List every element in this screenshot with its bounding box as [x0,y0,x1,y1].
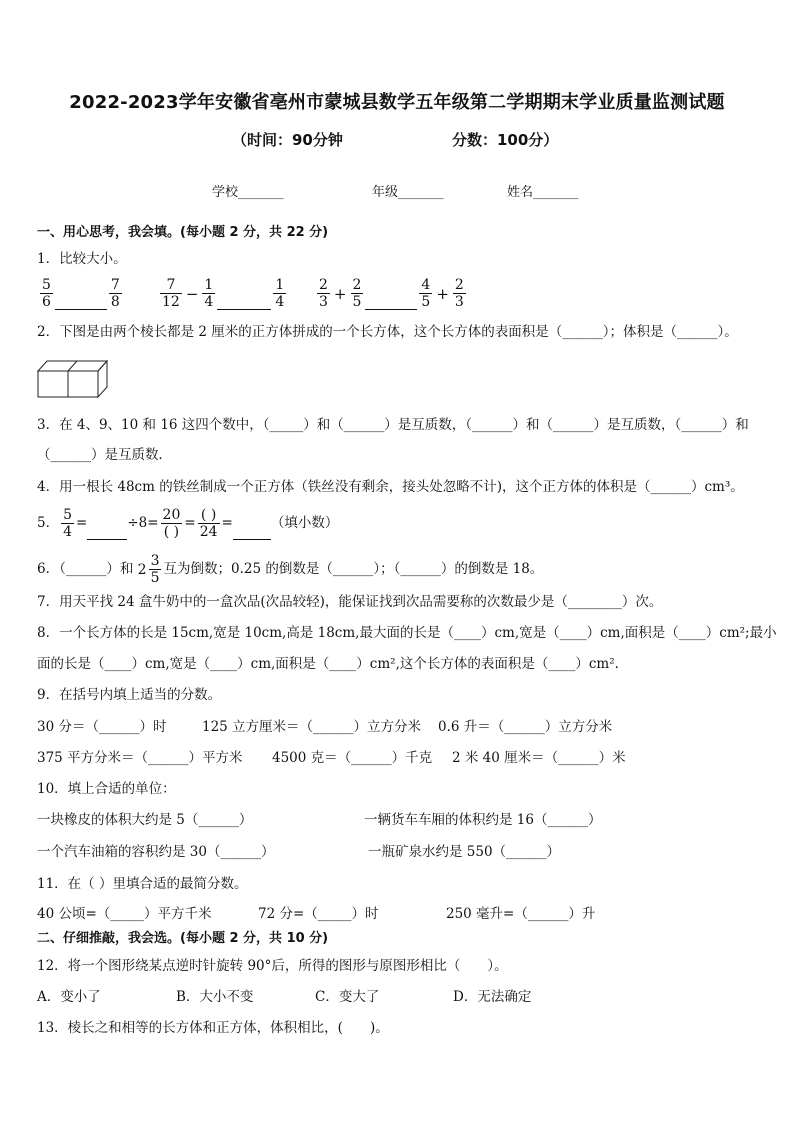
q3-text-line1: 3．在 4、9、10 和 16 这四个数中，（_____）和（______）是互质数，（______）和（______）是互质数，（______）和 [37,417,749,433]
fraction: $\frac{7}{8}$ [110,277,120,310]
q9-item: 375 平方分米＝（______）平方米 [37,750,243,766]
q10-item: 一辆货车车厢的体积约是 16（______） [364,812,602,828]
time-label: （时间：90分钟 [232,131,343,149]
q9-item: 30 分＝（______）时 [37,719,167,735]
fraction: $\frac{( )}{24}$ [199,507,218,540]
fraction: $\frac{20}{( )}$ [162,507,181,540]
q12-text: 12．将一个图形绕某点逆时针旋转 90°后，所得的图形与原图形相比（ ）。 [37,958,508,974]
q8-text-line2: 面的长是（____）cm,宽是（____）cm,面积是（____）cm²,这个长方体的表面积是（____）cm². [37,656,619,672]
fraction: $\frac{5}{4}$ [63,507,73,540]
q10-item: 一块橡皮的体积大约是 5（______） [37,812,253,828]
q1-compare-b: $\frac{7}{12}$ − $\frac{1}{4}$ $\frac{1}{4}$ [162,277,285,310]
q11-item: 250 毫升=（______）升 [446,906,596,922]
q13-text: 13．棱长之和相等的长方体和正方体，体积相比，( )。 [37,1020,389,1036]
q10-label: 10．填上合适的单位： [37,781,176,797]
answer-blank[interactable] [217,295,271,310]
section-1-heading: 一、用心思考，我会填。(每小题 2 分，共 22 分) [37,225,329,240]
answer-blank[interactable] [365,295,417,310]
answer-blank[interactable] [87,525,127,540]
q1-label: 1．比较大小。 [37,251,127,267]
answer-blank[interactable] [233,525,271,540]
q11-item: 72 分=（_____）时 [258,906,379,922]
q9-item: 4500 克＝（______）千克 [272,750,433,766]
grade-field: 年级_______ [372,185,444,200]
school-field: 学校_______ [212,185,284,200]
q11-item: 40 公顷=（_____）平方千米 [37,906,212,922]
fraction: $\frac{2}{3}$ [454,277,464,310]
q6-text: 6．（______）和 2 $\frac{3}{5}$ 互为倒数；0.25 的倒数是（______）；（______）的倒数是 18。 [37,553,544,586]
q1-compare-a [38,277,124,310]
q8-text-line1: 8．一个长方体的长是 15cm,宽是 10cm,高是 18cm,最大面的长是（____）cm,宽是（____）cm,面积是（____）cm²;最小 [37,625,777,641]
q11-label: 11．在（ ）里填合适的最简分数。 [37,876,248,892]
q10-item: 一个汽车油箱的容积约是 30（______） [37,844,275,860]
q12-option-a[interactable]: A．变小了 [37,989,101,1005]
score-label: 分数：100分） [452,131,559,149]
fraction: $\frac{4}{5}$ [421,277,431,310]
fraction: $\frac{2}{5}$ [352,277,362,310]
cuboid-figure [37,359,109,399]
fraction: $\frac{1}{4}$ [204,277,214,310]
fraction: $\frac{1}{4}$ [275,277,285,310]
page-title: 2022-2023学年安徽省亳州市蒙城县数学五年级第二学期期末学业质量监测试题 [69,92,725,113]
name-field: 姓名_______ [507,185,579,200]
q9-item: 125 立方厘米＝（______）立方分米 [202,719,422,735]
fraction: $\frac{2}{3}$ [319,277,328,310]
q12-option-b[interactable]: B．大小不变 [176,989,254,1005]
q12-option-c[interactable]: C．变大了 [315,989,380,1005]
q9-item: 2 米 40 厘米＝（______）米 [452,750,626,766]
answer-blank[interactable] [55,295,107,310]
fraction: $\frac{3}{5}$ [150,553,160,586]
fraction: $\frac{7}{12}$ [162,277,180,310]
fraction: $\frac{5}{6}$ [42,277,51,310]
section-2-heading: 二、仔细推敲，我会选。(每小题 2 分，共 10 分) [37,931,329,946]
q9-label: 9．在括号内填上适当的分数。 [37,687,222,703]
q4-text: 4．用一根长 48cm 的铁丝制成一个正方体（铁丝没有剩余，接头处忽略不计)，这个正方体的体积是（______）cm³。 [37,479,744,495]
q7-text: 7．用天平找 24 盒牛奶中的一盒次品(次品较轻)，能保证找到次品需要称的次数最少是（________）次。 [37,594,663,610]
q9-item: 0.6 升＝（______）立方分米 [438,719,613,735]
q12-option-d[interactable]: D．无法确定 [453,989,532,1005]
q1-compare-c: $\frac{2}{3}$ + $\frac{2}{5}$ $\frac{4}{5}$ + $\frac{2}{3}$ [319,277,464,310]
q5-text: 5． $\frac{5}{4}$ = ÷8= $\frac{20}{( )}$ = $\frac{( )}{24}$ = （填小数） [37,507,339,540]
q2-text: 2．下图是由两个棱长都是 2 厘米的正方体拼成的一个长方体，这个长方体的表面积是（______）；体积是（______）。 [37,324,738,340]
q10-item: 一瓶矿泉水约是 550（______） [368,844,561,860]
q3-text-line2: （______）是互质数． [37,447,172,463]
